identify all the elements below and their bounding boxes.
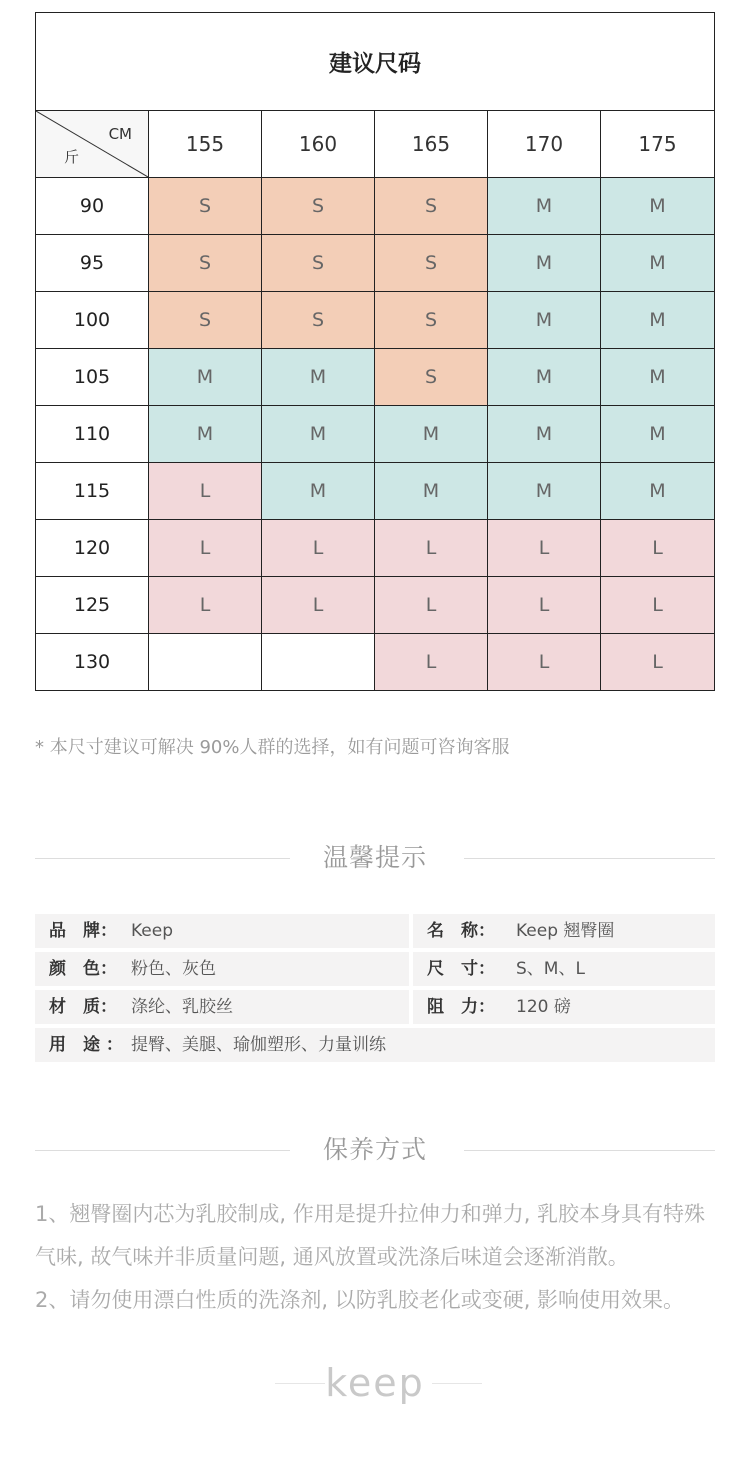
spec-color: 颜 色： 粉色、灰色 <box>35 952 409 986</box>
diagonal-divider <box>36 111 148 177</box>
size-cell: M <box>601 235 715 292</box>
size-cell: S <box>149 235 262 292</box>
care-title: 保养方式 <box>322 1135 427 1164</box>
size-cell: L <box>375 577 488 634</box>
size-cell: S <box>375 235 488 292</box>
corner-header-cell <box>36 111 149 178</box>
size-cell: L <box>375 520 488 577</box>
size-cell: M <box>601 349 715 406</box>
weight-unit-label: 斤 <box>64 148 80 166</box>
keep-logo: keep <box>325 1361 425 1405</box>
weight-cell: 115 <box>36 463 149 520</box>
size-row <box>36 292 715 349</box>
size-cell: M <box>375 406 488 463</box>
spec-material: 材 质： 涤纶、乳胶丝 <box>35 990 409 1024</box>
size-cell: L <box>149 463 262 520</box>
size-cell: M <box>262 349 375 406</box>
size-cell: L <box>601 520 715 577</box>
weight-cell: 130 <box>36 634 149 691</box>
size-chart-title: 建议尺码 <box>36 13 715 111</box>
size-row <box>36 349 715 406</box>
size-cell: M <box>488 178 601 235</box>
size-cell: L <box>488 520 601 577</box>
spec-row <box>35 914 715 948</box>
size-cell: L <box>375 634 488 691</box>
size-cell: M <box>488 463 601 520</box>
size-cell: M <box>601 292 715 349</box>
height-header-165: 165 <box>375 111 488 178</box>
size-cell <box>149 634 262 691</box>
care-heading <box>0 1135 750 1165</box>
height-header-175: 175 <box>601 111 715 178</box>
size-cell <box>262 634 375 691</box>
size-cell: M <box>149 349 262 406</box>
size-row <box>36 577 715 634</box>
care-item-1: 1、翘臀圈内芯为乳胶制成, 作用是提升拉伸力和弹力, 乳胶本身具有特殊气味, 故气味并非质量问题, 通风放置或洗涤后味道会逐渐消散。 <box>35 1202 706 1269</box>
size-note: * 本尺寸建议可解决 90%人群的选择，如有问题可咨询客服 <box>35 737 510 758</box>
size-cell: M <box>488 235 601 292</box>
size-cell: M <box>149 406 262 463</box>
size-cell: S <box>149 178 262 235</box>
size-cell: S <box>262 292 375 349</box>
weight-cell: 100 <box>36 292 149 349</box>
weight-cell: 125 <box>36 577 149 634</box>
height-header-160: 160 <box>262 111 375 178</box>
size-cell: M <box>488 406 601 463</box>
size-cell: M <box>262 463 375 520</box>
spec-brand: 品 牌： Keep <box>35 914 409 948</box>
size-row <box>36 178 715 235</box>
size-cell: L <box>262 577 375 634</box>
size-cell: L <box>601 577 715 634</box>
size-cell: S <box>375 178 488 235</box>
size-cell: S <box>375 292 488 349</box>
size-cell: L <box>149 577 262 634</box>
spec-resistance: 阻 力： 120 磅 <box>413 990 715 1024</box>
size-cell: M <box>601 463 715 520</box>
size-cell: S <box>262 178 375 235</box>
tips-heading <box>0 843 750 873</box>
size-chart-table <box>35 12 715 691</box>
size-row <box>36 406 715 463</box>
care-instructions <box>35 1193 725 1322</box>
size-row <box>36 235 715 292</box>
spec-row <box>35 952 715 986</box>
size-cell: M <box>375 463 488 520</box>
spec-usage: 用 途 ： 提臀、美腿、瑜伽塑形、力量训练 <box>35 1028 715 1062</box>
size-cell: S <box>375 349 488 406</box>
weight-cell: 95 <box>36 235 149 292</box>
spec-size: 尺 寸： S、M、L <box>413 952 715 986</box>
weight-cell: 90 <box>36 178 149 235</box>
size-cell: M <box>601 178 715 235</box>
size-cell: S <box>149 292 262 349</box>
divider-line <box>432 1383 482 1384</box>
tips-title: 温馨提示 <box>322 843 427 872</box>
size-cell: M <box>488 349 601 406</box>
care-item-2: 2、请勿使用漂白性质的洗涤剂, 以防乳胶老化或变硬, 影响使用效果。 <box>35 1288 685 1312</box>
spec-name: 名 称： Keep 翘臀圈 <box>413 914 715 948</box>
size-cell: M <box>262 406 375 463</box>
footer-brand <box>0 1360 750 1406</box>
size-row <box>36 634 715 691</box>
size-cell: S <box>262 235 375 292</box>
size-row <box>36 463 715 520</box>
spec-row <box>35 1028 715 1062</box>
size-cell: L <box>488 577 601 634</box>
height-header-170: 170 <box>488 111 601 178</box>
size-row <box>36 520 715 577</box>
spec-row <box>35 990 715 1024</box>
size-cell: M <box>601 406 715 463</box>
size-cell: L <box>149 520 262 577</box>
divider-line <box>464 858 715 859</box>
size-cell: L <box>262 520 375 577</box>
height-unit-label: CM <box>108 125 132 143</box>
weight-cell: 120 <box>36 520 149 577</box>
size-cell: M <box>488 292 601 349</box>
weight-cell: 110 <box>36 406 149 463</box>
divider-line <box>464 1150 715 1151</box>
height-header-155: 155 <box>149 111 262 178</box>
size-cell: L <box>488 634 601 691</box>
weight-cell: 105 <box>36 349 149 406</box>
size-cell: L <box>601 634 715 691</box>
